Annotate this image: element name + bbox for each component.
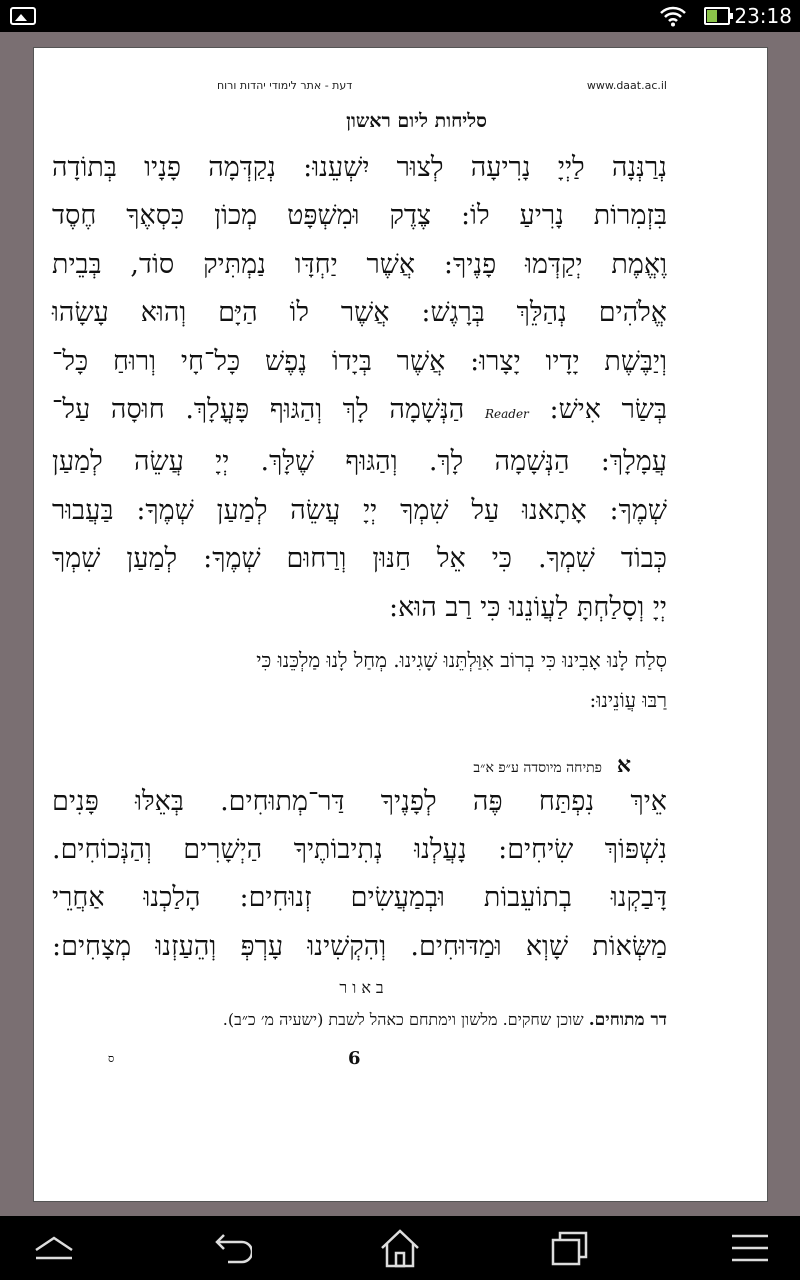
prayer-line: וֶאֱמֶת יְקַדְּמוּ פָנֶיךָ: אֲשֶׁר יַחְדָּו נַמְתִּיק סוֹד, בְּבֵית	[52, 248, 667, 280]
wifi-icon	[660, 5, 686, 27]
signature-mark: ס	[108, 1052, 115, 1065]
reader-line-start: בְּשַׂר אִישׁ:	[549, 394, 668, 426]
prayer-line: עֲמָלָךְ: הַנְּשָׁמָה לָךְ. וְהַגּוּף שֶׁלָּךְ. יְיָ עֲשֵׂה לְמַעַן	[52, 446, 667, 478]
status-bar	[0, 0, 800, 32]
expand-icon[interactable]	[32, 1226, 76, 1270]
selach-lanu-text	[52, 640, 667, 720]
section-letter: א	[616, 752, 631, 778]
status-clock: 23:18	[734, 4, 792, 28]
reader-line-end: הַנְּשָׁמָה לָךְ וְהַגּוּף פָּעֳלָךְ. חוּסָה עַל־	[52, 394, 465, 426]
section-heading-text: פתיחה מיוסדה ע״פ א״ב	[473, 760, 602, 776]
prayer-line-reader	[52, 386, 667, 438]
petiha-line: דָּבַקְנוּ בְתוֹעֵבוֹת וּבְמַעֲשִׂים זְנוּחִים: הָלַכְנוּ אַחֲרֵי	[52, 882, 667, 914]
main-prayer-text	[52, 144, 667, 632]
selach-line: רַבּוּ עֲוֹנֵינוּ:	[589, 688, 667, 712]
prayer-line: יְיָ וְסָלַחְתָּ לַעֲוֹנֵנוּ כִּי רַב הוּא:	[389, 591, 667, 623]
commentary-term: דר מתוחים.	[588, 1010, 667, 1030]
site-url: www.daat.ac.il	[586, 79, 667, 92]
notification-image-icon[interactable]	[10, 7, 36, 25]
document-page[interactable]	[33, 47, 768, 1202]
prayer-line: נְרַנְּנָה לַיְיָ נָרִיעָה לְצוּר יִשְׁעֵנוּ: נְקַדְּמָה פָנָיו בְּתוֹדָה	[52, 152, 667, 183]
navigation-bar	[0, 1216, 800, 1280]
prayer-line: שְׁמֶךָ: אָתָאנוּ עַל שִׁמְךָ יְיָ עֲשֵׂה לְמַעַן שְׁמֶךָ: בַּעֲבוּר	[52, 494, 667, 526]
petiha-line: מַשְּׂאוֹת שָׁוְא וּמַדּוּחִים. וְהִקְשִׁינוּ עָרְפְּ וְהֵעַזְנוּ מְצָחִים:	[52, 930, 667, 962]
page-title: סליחות ליום ראשון	[346, 110, 487, 132]
petiha-text	[52, 778, 667, 971]
page-number: 6	[348, 1048, 361, 1069]
commentary-text	[37, 1010, 667, 1030]
battery-level-fill	[707, 10, 717, 22]
prayer-line: וְיַבֶּשֶׁת יָדָיו יָצָרוּ: אֲשֶׁר בְּיָדוֹ נֶפֶשׁ כָּל־חָי וְרוּחַ כָּל־	[52, 345, 667, 377]
commentary-body: שוכן שחקים. מלשון וימתחם כאהל לשבת (ישעיה מ׳ כ״ב).	[222, 1010, 584, 1029]
reader-marker: Reader	[484, 407, 529, 422]
petiha-line: אֵיךְ נִפְתַּח פֶּה לְפָנֶיךָ דַּר־מְתוּחִים. בְּאֵלּוּ פָּנִים	[52, 786, 667, 817]
prayer-line: אֱלֹהִים נְהַלֵּךְ בְּרָגֶשׁ: אֲשֶׁר לוֹ הַיָּם וְהוּא עָשָׂהוּ	[52, 297, 667, 329]
menu-icon[interactable]	[728, 1226, 772, 1270]
recent-apps-icon[interactable]	[548, 1226, 592, 1270]
commentary-title: באור	[339, 978, 389, 997]
section-heading	[473, 760, 602, 777]
home-icon[interactable]	[378, 1226, 422, 1270]
petiha-line: נִשְׁפּוֹךְ שִׂיחִים: נָעֲלְנוּ נְתִיבוֹתֶיךָ הַיְשָׁרִים וְהַנְּכוֹחִים.	[52, 834, 667, 866]
back-icon[interactable]	[208, 1226, 252, 1270]
site-name: דעת - אתר לימודי יהדות ורוח	[217, 79, 353, 92]
battery-icon	[704, 7, 730, 25]
prayer-line: בִּזְמִרוֹת נָרִיעַ לוֹ: צֶדֶק וּמִשְׁפָּט מְכוֹן כִּסְאֶךָ חֶסֶד	[52, 200, 667, 232]
selach-line: סְלַח לָנוּ אָבִינוּ כִּי בְרוֹב אִוַּלְתֵּנוּ שָׁגִינוּ. מְחַל לָנוּ מַלְכֵּנוּ כִּי	[256, 648, 667, 672]
prayer-line: כְּבוֹד שִׁמְךָ. כִּי אֵל חַנּוּן וְרַחוּם שְׁמֶךָ: לְמַעַן שִׁמְךָ	[52, 543, 667, 575]
